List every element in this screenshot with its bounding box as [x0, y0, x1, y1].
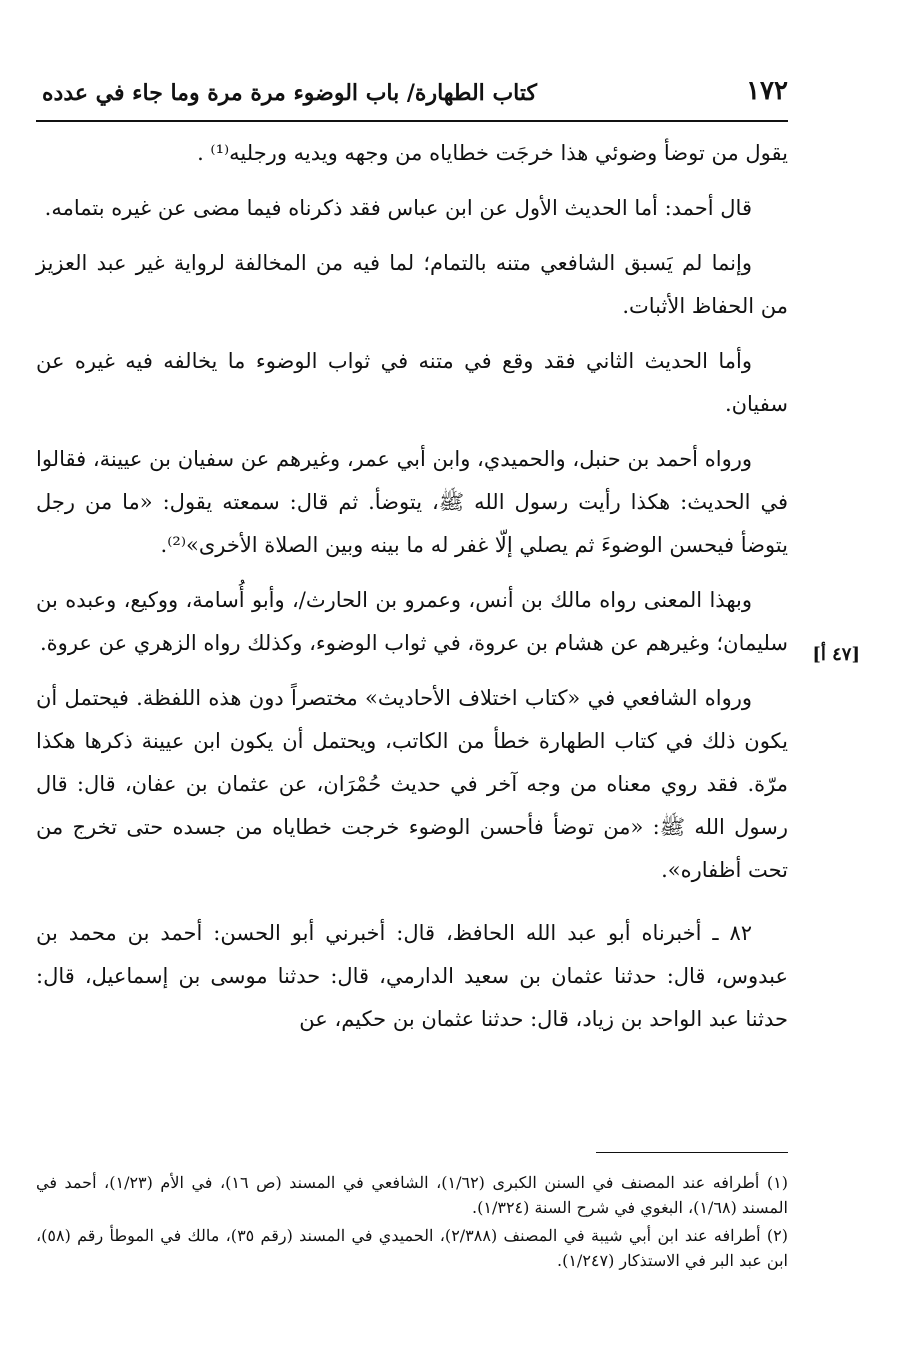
page-number: ١٧٢ — [746, 76, 788, 106]
paragraph: وإنما لم يَسبق الشافعي متنه بالتمام؛ لما فيه من المخالفة لرواية غير عبد العزيز من الحفاظ الأثبات. — [36, 251, 788, 318]
footnotes — [36, 1170, 788, 1276]
footnote-text: أطرافه عند ابن أبي شيبة في المصنف (٢/٣٨٨)، الحميدي في المسند (رقم ٣٥)، مالك في الموطأ رقم (٥٨)، ابن عبد البر في الاستذكار (١/٢٤٧). — [36, 1226, 788, 1270]
paragraph: وبهذا المعنى رواه مالك بن أنس، وعمرو بن الحارث/، وأبو أُسامة، ووكيع، وعبده بن سليمان؛ وغيرهم عن هشام بن عروة، في ثواب الوضوء، وكذلك رواه الزهري عن عروة. — [36, 588, 788, 655]
margin-folio-note: [٤٧ أ] — [812, 644, 860, 665]
paragraph: ورواه الشافعي في «كتاب اختلاف الأحاديث» مختصراً دون هذه اللفظة. فيحتمل أن يكون ذلك في كتاب الطهارة خطأ من الكاتب، ويحتمل أن يكون ابن عيينة ذكرها هكذا مرّة. فقد روي معناه من وجه آخر في حديث حُمْرَان، عن عثمان بن عفان، قال: قال رسول الله ﷺ: «من توضأ فأحسن الوضوء خرجت خطاياه من جسده حتى تخرج من تحت أظفاره». — [36, 686, 789, 882]
running-title: كتاب الطهارة/ باب الوضوء مرة مرة وما جاء في عدده — [42, 80, 537, 106]
page-header — [42, 66, 788, 106]
hadith-entry: ٨٢ ـ أخبرناه أبو عبد الله الحافظ، قال: أخبرني أبو الحسن: أحمد بن محمد بن عبدوس، قال: حدثنا عثمان بن سعيد الدارمي، قال: حدثنا موسى بن إسماعيل، قال: حدثنا عبد الواحد بن زياد، قال: حدثنا عثمان بن حكيم، عن — [36, 921, 788, 1031]
footnote-number: (١) — [766, 1173, 789, 1192]
paragraph: ورواه أحمد بن حنبل، والحميدي، وابن أبي عمر، وغيرهم عن سفيان بن عيينة، فقالوا في الحديث: هكذا رأيت رسول الله ﷺ، يتوضأ. ثم قال: سمعته يقول: «ما من رجل يتوضأ فيحسن الوضوءَ ثم يصلي إلّا غفر له ما بينه وبين الصلاة الأخرى»⁽²⁾. — [36, 447, 788, 557]
footnote-rule — [596, 1152, 788, 1153]
footnote — [36, 1170, 788, 1220]
footnote-text: أطرافه عند المصنف في السنن الكبرى (١/٦٢)، الشافعي في المسند (ص ١٦)، في الأم (١/٢٣)، أحمد في المسند (١/٦٨)، البغوي في شرح السنة (١/٣٢٤). — [36, 1173, 788, 1217]
paragraph: وأما الحديث الثاني فقد وقع في متنه في ثواب الوضوء ما يخالفه فيه غيره عن سفيان. — [36, 349, 788, 416]
paragraph: يقول من توضأ وضوئي هذا خرجَت خطاياه من وجهه ويديه ورجليه⁽¹⁾ . — [197, 141, 788, 165]
main-text — [36, 132, 788, 1053]
footnote-number: (٢) — [766, 1226, 788, 1245]
header-rule — [36, 120, 788, 122]
footnote — [36, 1223, 788, 1273]
paragraph: قال أحمد: أما الحديث الأول عن ابن عباس فقد ذكرناه فيما مضى عن غيره بتمامه. — [44, 196, 752, 220]
